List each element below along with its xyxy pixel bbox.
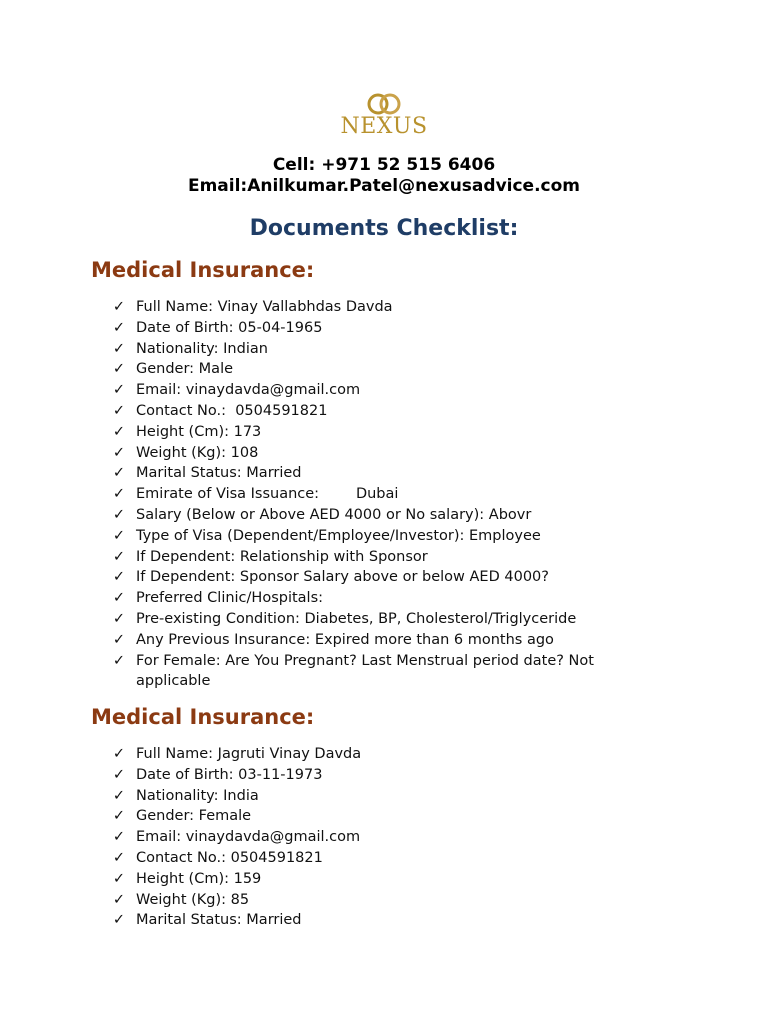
checkmark-icon: ✓ bbox=[112, 787, 126, 804]
checkmark-icon: ✓ bbox=[112, 444, 126, 461]
checklist-item-text: Contact No.: 0504591821 bbox=[136, 402, 328, 419]
checklist-item bbox=[112, 318, 632, 339]
checklist-item bbox=[112, 588, 632, 609]
checklist-item-text: Date of Birth: 05-04-1965 bbox=[136, 319, 323, 336]
checkmark-icon: ✓ bbox=[112, 631, 126, 648]
section-heading: Medical Insurance: bbox=[91, 705, 315, 729]
checkmark-icon: ✓ bbox=[112, 340, 126, 357]
checkmark-icon: ✓ bbox=[112, 319, 126, 336]
checklist-item bbox=[112, 609, 632, 630]
cell-number: Cell: +971 52 515 6406 bbox=[272, 155, 496, 175]
checklist bbox=[112, 297, 632, 692]
checkmark-icon: ✓ bbox=[112, 423, 126, 440]
checklist-item-text: For Female: Are You Pregnant? Last Menstrual period date? Not applicable bbox=[136, 652, 594, 690]
checklist-item-text: Salary (Below or Above AED 4000 or No salary): Abovr bbox=[136, 506, 532, 523]
checkmark-icon: ✓ bbox=[112, 808, 126, 825]
checklist bbox=[112, 744, 632, 931]
checkmark-icon: ✓ bbox=[112, 652, 126, 669]
checkmark-icon: ✓ bbox=[112, 829, 126, 846]
checkmark-icon: ✓ bbox=[112, 849, 126, 866]
checkmark-icon: ✓ bbox=[112, 527, 126, 544]
checklist-item bbox=[112, 567, 632, 588]
checklist-item bbox=[112, 869, 632, 890]
checklist-item bbox=[112, 827, 632, 848]
checkmark-icon: ✓ bbox=[112, 361, 126, 378]
checkmark-icon: ✓ bbox=[112, 299, 126, 315]
checklist-item bbox=[112, 910, 632, 931]
checklist-item-text: Email: vinaydavda@gmail.com bbox=[136, 829, 361, 846]
checklist-item-text: Height (Cm): 173 bbox=[136, 423, 262, 440]
checklist-item-text: Date of Birth: 03-11-1973 bbox=[136, 766, 323, 783]
checklist-item-text: Gender: Male bbox=[136, 361, 234, 378]
checkmark-icon: ✓ bbox=[112, 569, 126, 586]
checklist-item bbox=[112, 630, 632, 651]
contact-block bbox=[0, 155, 768, 197]
checkmark-icon: ✓ bbox=[112, 912, 126, 929]
checklist-item bbox=[112, 526, 632, 547]
checklist-item-text: If Dependent: Sponsor Salary above or below AED 4000? bbox=[136, 569, 549, 586]
checklist-item-text: Emirate of Visa Issuance: Dubai bbox=[136, 486, 399, 503]
checklist-item bbox=[112, 505, 632, 526]
checklist-item-text: If Dependent: Relationship with Sponsor bbox=[136, 548, 428, 565]
checkmark-icon: ✓ bbox=[112, 870, 126, 887]
checkmark-icon: ✓ bbox=[112, 590, 126, 607]
checkmark-icon: ✓ bbox=[112, 382, 126, 399]
checklist-item bbox=[112, 786, 632, 807]
checklist-item-text: Email: vinaydavda@gmail.com bbox=[136, 382, 361, 399]
checkmark-icon: ✓ bbox=[112, 766, 126, 783]
checklist-item-text: Gender: Female bbox=[136, 808, 252, 825]
checklist-item bbox=[112, 744, 632, 765]
checklist-item bbox=[112, 765, 632, 786]
checklist-item bbox=[112, 359, 632, 380]
nexus-logo bbox=[0, 92, 768, 140]
checklist-item bbox=[112, 380, 632, 401]
checklist-item bbox=[112, 463, 632, 484]
checklist-item-text: Full Name: Jagruti Vinay Davda bbox=[136, 746, 362, 762]
checklist-item bbox=[112, 297, 632, 318]
checklist-item-text: Marital Status: Married bbox=[136, 912, 302, 929]
rings-icon bbox=[362, 92, 406, 116]
checklist-item-text: Contact No.: 0504591821 bbox=[136, 849, 323, 866]
checklist-item bbox=[112, 890, 632, 911]
checklist-item bbox=[112, 339, 632, 360]
checklist-item-text: Full Name: Vinay Vallabhdas Davda bbox=[136, 299, 393, 315]
checklist-item-text: Nationality: India bbox=[136, 787, 259, 804]
checklist-item-text: Type of Visa (Dependent/Employee/Investor): Employee bbox=[136, 527, 541, 544]
checklist-item bbox=[112, 547, 632, 568]
checklist-item-text: Nationality: Indian bbox=[136, 340, 268, 357]
checklist-item bbox=[112, 401, 632, 422]
checkmark-icon: ✓ bbox=[112, 891, 126, 908]
checklist-item bbox=[112, 422, 632, 443]
section-heading: Medical Insurance: bbox=[91, 258, 315, 282]
checklist-item bbox=[112, 443, 632, 464]
checklist-item-text: Weight (Kg): 108 bbox=[136, 444, 259, 461]
checklist-item bbox=[112, 651, 632, 693]
checkmark-icon: ✓ bbox=[112, 486, 126, 503]
checklist-item-text: Preferred Clinic/Hospitals: bbox=[136, 590, 324, 607]
checklist-item bbox=[112, 848, 632, 869]
checkmark-icon: ✓ bbox=[112, 465, 126, 482]
checklist-item bbox=[112, 806, 632, 827]
checkmark-icon: ✓ bbox=[112, 746, 126, 762]
checkmark-icon: ✓ bbox=[112, 610, 126, 627]
checkmark-icon: ✓ bbox=[112, 506, 126, 523]
checklist-item bbox=[112, 484, 632, 505]
checklist-item-text: Any Previous Insurance: Expired more than 6 months ago bbox=[136, 631, 554, 648]
checkmark-icon: ✓ bbox=[112, 402, 126, 419]
page-title: Documents Checklist: bbox=[249, 216, 519, 241]
checklist-item-text: Height (Cm): 159 bbox=[136, 870, 262, 887]
email-address: Email:Anilkumar.Patel@nexusadvice.com bbox=[187, 176, 581, 196]
logo-text: NEXUS bbox=[340, 114, 428, 139]
checklist-item-text: Weight (Kg): 85 bbox=[136, 891, 250, 908]
checklist-item-text: Marital Status: Married bbox=[136, 465, 302, 482]
checklist-item-text: Pre-existing Condition: Diabetes, BP, Cholesterol/Triglyceride bbox=[136, 610, 577, 627]
checkmark-icon: ✓ bbox=[112, 548, 126, 565]
